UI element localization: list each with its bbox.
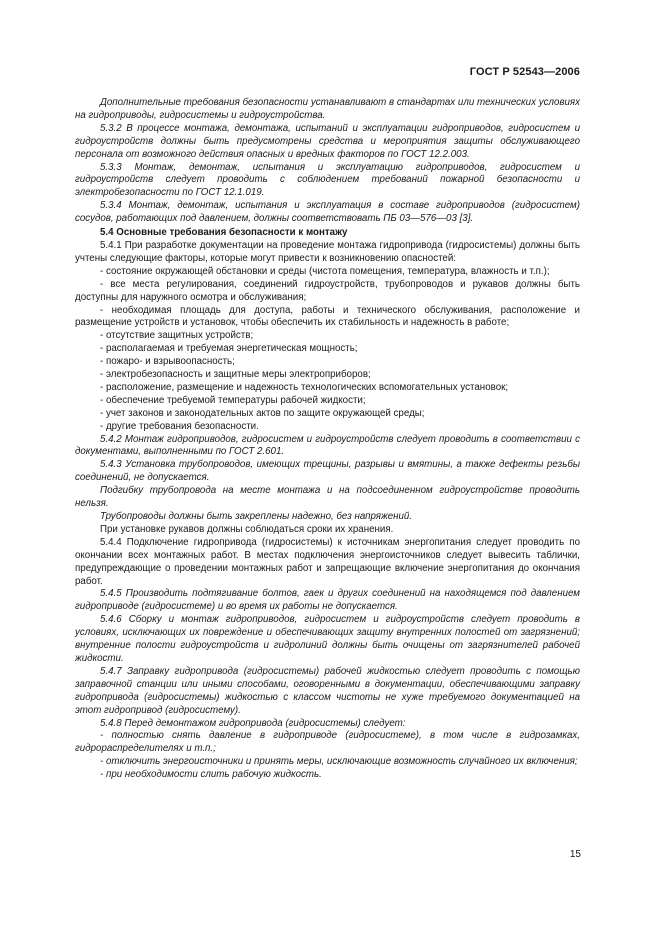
paragraph: 5.4.8 Перед демонтажом гидропривода (гидросистемы) следует: [100,717,406,729]
paragraph: 5.4.7 Заправку гидропривода (гидросистемы) рабочей жидкостью следует проводить с помощью заправочной станции или иными способами, оговоренными в документации, обеспечивающими заправку гидропривода (гидросистемы) жидкостью с классом чистоты не хуже требуемого документацией на этот гидропривод (гидросистему). [75,665,580,716]
paragraph: При установке рукавов должны соблюдаться сроки их хранения. [100,523,394,535]
section-heading: 5.4 Основные требования безопасности к монтажу [100,227,348,239]
paragraph: 5.3.3 Монтаж, демонтаж, испытания и эксплуатацию гидроприводов, гидросистем и гидроустройств следует проводить с соблюдением требований пожарной безопасности и электробезопасности по ГОСТ 12.1.019. [75,161,580,199]
paragraph: - состояние окружающей обстановки и среды (чистота помещения, температура, влажность и т.п.); [100,265,550,277]
page-number: 15 [569,849,581,860]
paragraph: - необходимая площадь для доступа, работы и технического обслуживания, расположение и размещение устройств и установок, чтобы обеспечить их стабильность и надежность в работе; [75,304,580,329]
paragraph: - отключить энергоисточники и принять меры, исключающие возможность случайного их включения; [100,756,578,768]
document-header: ГОСТ Р 52543—2006 [469,66,580,78]
paragraph: Подгибку трубопровода на месте монтажа и на подсоединенном гидроустройстве проводить нельзя. [75,485,580,510]
paragraph: - отсутствие защитных устройств; [100,330,254,342]
paragraph: - другие требования безопасности. [100,420,259,432]
paragraph: 5.4.1 При разработке документации на проведение монтажа гидропривода (гидросистемы) должны быть учтены следующие факторы, которые могут привести к возникновению опасностей: [75,239,580,264]
paragraph: 5.4.4 Подключение гидропривода (гидросистемы) к источникам энергопитания следует проводить по окончании всех монтажных работ. В местах подключения энергоисточников следует вывесить таблички, предупреждающие о проведении монтажных работ и запрещающие включение энергопитания до окончания работ. [75,536,580,587]
paragraph: - электробезопасность и защитные меры электроприборов; [100,369,371,381]
paragraph: 5.4.3 Установка трубопроводов, имеющих трещины, разрывы и вмятины, а также дефекты резьбы соединений, не допускается. [75,459,580,484]
document-body [75,97,580,782]
paragraph: 5.3.2 В процессе монтажа, демонтажа, испытаний и эксплуатации гидроприводов, гидросистем и гидроустройств должны быть предусмотрены средства и мероприятия защиты обслуживающего персонала от возможного действия опасных и вредных факторов по ГОСТ 12.2.003. [75,122,580,160]
paragraph: - все места регулирования, соединений гидроустройств, трубопроводов и рукавов должны быть доступны для наружного осмотра и обслуживания; [75,278,580,303]
paragraph: - полностью снять давление в гидроприводе (гидросистеме), в том числе в гидрозамках, гидрораспределителях и т.п.; [75,730,580,755]
paragraph: - обеспечение требуемой температуры рабочей жидкости; [100,394,366,406]
paragraph: - пожаро- и взрывоопасность; [100,356,235,368]
paragraph: - учет законов и законодательных актов по защите окружающей среды; [100,407,425,419]
paragraph: - при необходимости слить рабочую жидкость. [100,769,322,781]
paragraph: Дополнительные требования безопасности устанавливают в стандартах или технических условиях на гидроприводы, гидросистемы и гидроустройства. [75,97,580,121]
paragraph: 5.4.5 Производить подтягивание болтов, гаек и других соединений на находящемся под давлением гидроприводе (гидросистеме) и во время их работы не допускается. [75,588,580,613]
paragraph: Трубопроводы должны быть закреплены надежно, без напряжений. [100,511,413,522]
paragraph: - располагаемая и требуемая энергетическая мощность; [100,343,358,355]
paragraph: 5.4.2 Монтаж гидроприводов, гидросистем и гидроустройств следует проводить в соответствии с документами, выполненными по ГОСТ 2.601. [75,433,580,458]
paragraph: - расположение, размещение и надежность технологических вспомогательных установок; [100,381,509,393]
paragraph: 5.3.4 Монтаж, демонтаж, испытания и эксплуатация в составе гидроприводов (гидросистем) сосудов, работающих под давлением, должны соответствовать ПБ 03—576—03 [3]. [75,200,580,225]
paragraph: 5.4.6 Сборку и монтаж гидроприводов, гидросистем и гидроустройств следует проводить в условиях, исключающих их повреждение и обеспечивающих защиту внутренних полостей от загрязнений; внутренние полости гидроустройств и гидролиний должны быть очищены от загрязнителей рабочей жидкости. [75,614,580,664]
